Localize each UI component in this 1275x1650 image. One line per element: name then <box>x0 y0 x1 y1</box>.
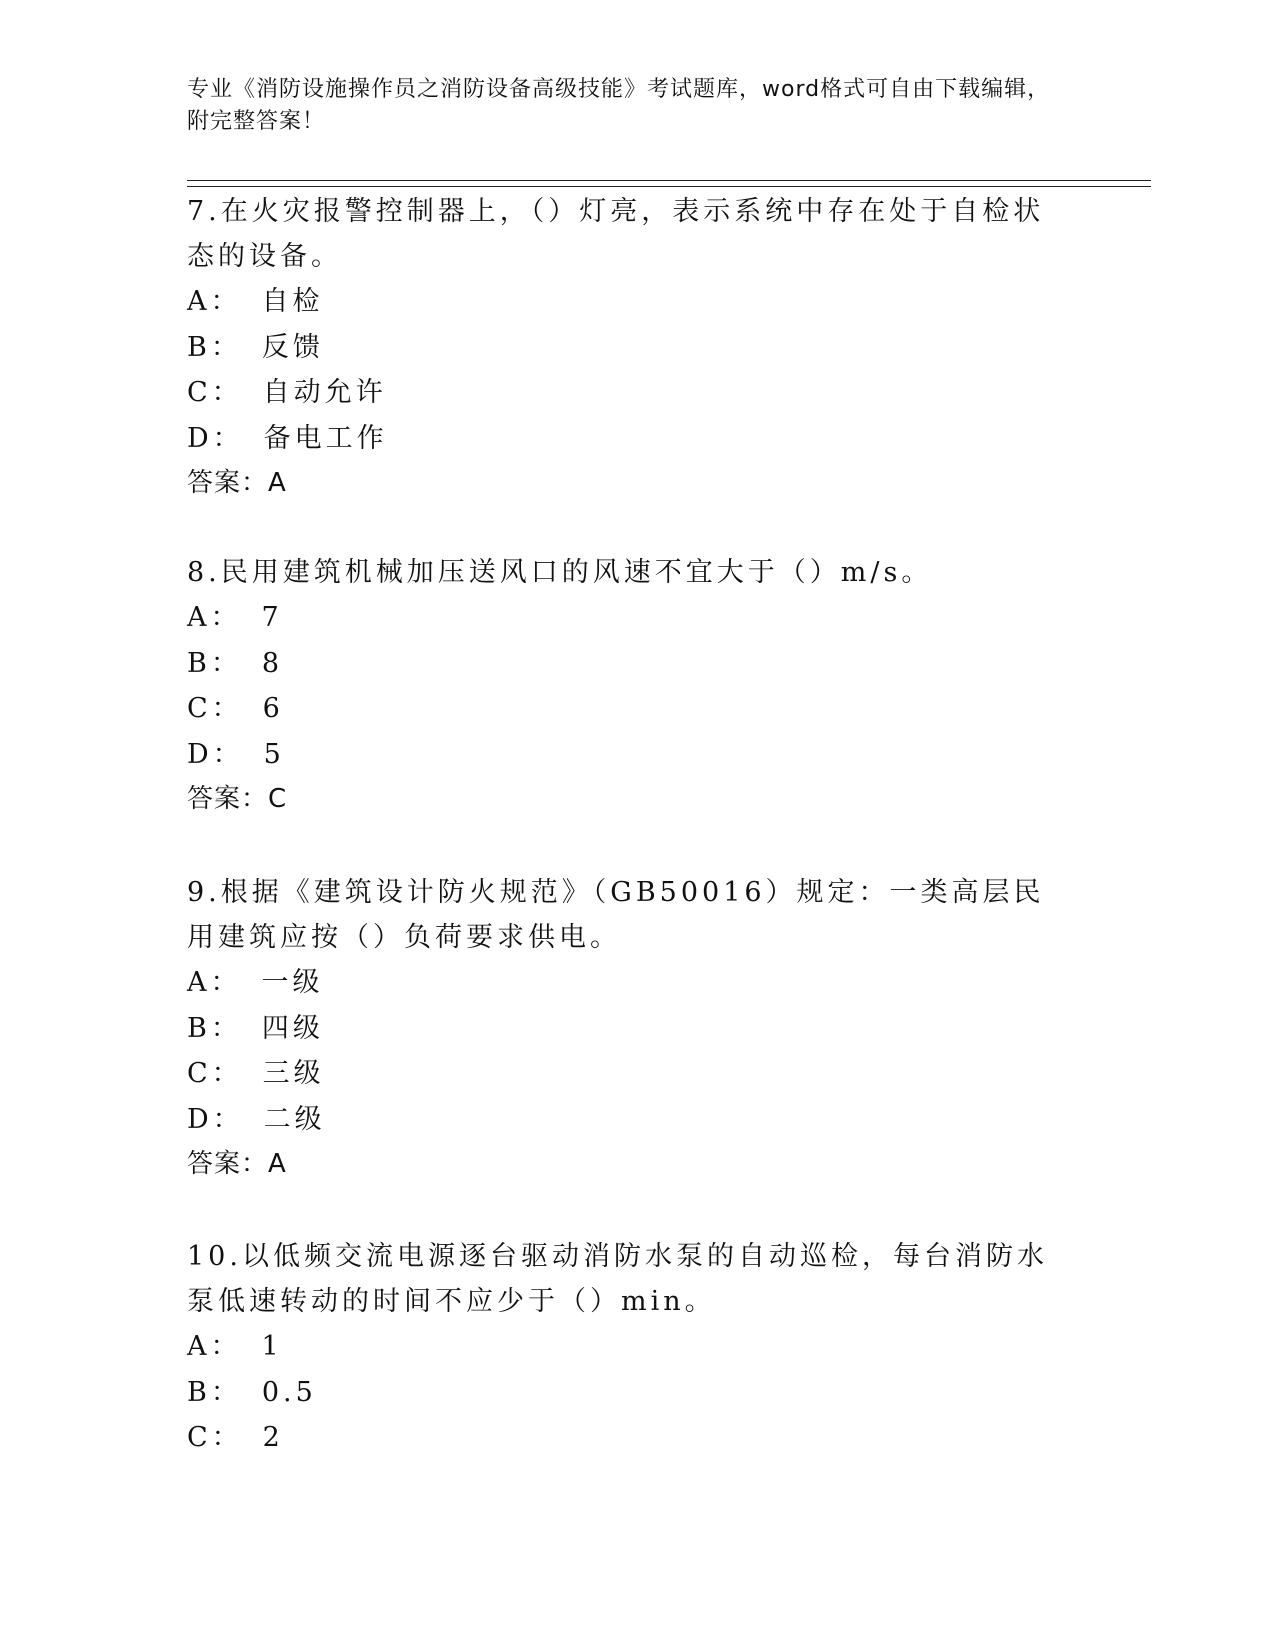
option-key: C： <box>187 1422 243 1453</box>
option-text: 备电工作 <box>263 422 388 454</box>
option-c <box>187 370 1067 416</box>
document-header: 专业《消防设施操作员之消防设备高级技能》考试题库，word格式可自由下载编辑，附完整答案！ <box>187 77 1051 134</box>
option-text: 6 <box>262 693 284 724</box>
option-c <box>187 686 1067 732</box>
option-text: 一级 <box>261 967 324 998</box>
option-c <box>187 1051 1067 1097</box>
answer-line: 答案：A <box>187 1149 287 1179</box>
option-a <box>187 279 1067 325</box>
option-b <box>187 1370 1067 1416</box>
option-text: 四级 <box>261 1012 324 1044</box>
question-stem: 9.根据《建筑设计防火规范》（GB50016）规定：一类高层民用建筑应按（）负荷要求供电。 <box>187 877 1045 953</box>
option-a <box>187 1324 1067 1370</box>
question-7 <box>187 189 1067 506</box>
option-key: B： <box>187 1012 242 1044</box>
option-key: B： <box>187 1376 242 1408</box>
question-stem: 10.以低频交流电源逐台驱动消防水泵的自动巡检，每台消防水泵低速转动的时间不应少于（）min。 <box>187 1241 1048 1317</box>
option-key: A： <box>187 1331 242 1362</box>
option-d <box>187 732 1067 778</box>
option-text: 8 <box>261 647 284 679</box>
option-key: B： <box>187 331 242 363</box>
option-text: 二级 <box>263 1103 326 1135</box>
option-b <box>187 325 1067 371</box>
answer-line: 答案：A <box>187 468 287 498</box>
question-10 <box>187 1234 1067 1461</box>
option-d <box>187 416 1067 462</box>
option-text: 自检 <box>261 286 324 317</box>
option-key: D： <box>187 422 244 454</box>
option-key: D： <box>187 1103 244 1135</box>
option-key: C： <box>187 693 243 724</box>
option-b <box>187 641 1067 687</box>
option-text: 5 <box>263 738 285 770</box>
option-key: C： <box>187 1058 243 1089</box>
option-text: 三级 <box>262 1058 325 1089</box>
option-c <box>187 1415 1067 1461</box>
option-d <box>187 1097 1067 1143</box>
option-a <box>187 595 1067 641</box>
option-key: C： <box>187 377 243 408</box>
option-b <box>187 1006 1067 1052</box>
option-key: A： <box>187 602 242 633</box>
header-divider-bottom <box>187 186 1151 187</box>
option-text: 2 <box>262 1422 284 1453</box>
option-key: D： <box>187 738 244 770</box>
option-text: 1 <box>261 1331 283 1362</box>
answer-line: 答案：C <box>187 784 288 814</box>
option-key: B： <box>187 647 242 679</box>
option-key: A： <box>187 967 242 998</box>
option-text: 反馈 <box>261 331 324 363</box>
option-key: A： <box>187 286 242 317</box>
question-stem: 7.在火灾报警控制器上，（）灯亮，表示系统中存在处于自检状态的设备。 <box>187 196 1045 272</box>
question-8 <box>187 550 1067 822</box>
header-divider-top <box>187 180 1151 181</box>
question-stem: 8.民用建筑机械加压送风口的风速不宜大于（）m/s。 <box>187 557 933 588</box>
question-9 <box>187 870 1067 1187</box>
option-text: 0.5 <box>261 1376 317 1408</box>
option-text: 7 <box>261 602 283 633</box>
option-text: 自动允许 <box>262 377 387 408</box>
option-a <box>187 960 1067 1006</box>
